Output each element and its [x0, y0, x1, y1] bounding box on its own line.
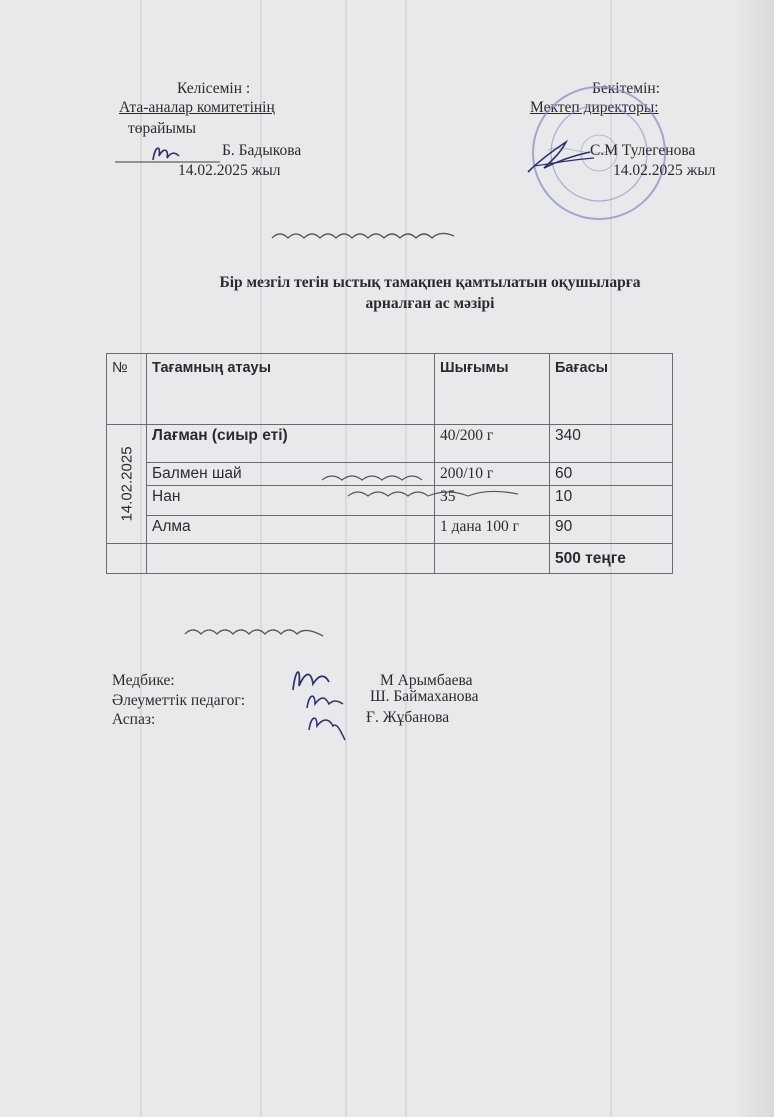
dish-name: Лағман (сиыр еті) — [147, 425, 435, 463]
dish-yield: 35 — [435, 486, 550, 516]
dish-yield: 200/10 г — [435, 463, 550, 486]
menu-title-line1: Бір мезгіл тегін ыстық тамақпен қамтылатын оқушыларға — [219, 274, 641, 291]
director-signer: С.М Тулегенова — [590, 142, 696, 159]
table-total-row — [107, 544, 673, 574]
table-header-row — [107, 354, 673, 425]
committee-signer: Б. Бадыкова — [222, 142, 302, 159]
committee-date: 14.02.2025 жыл — [178, 162, 281, 179]
header-yield: Шығымы — [435, 354, 550, 425]
menu-title — [120, 272, 740, 314]
menu-date: 14.02.2025 — [118, 446, 135, 522]
dish-price: 10 — [550, 486, 673, 516]
scribble-divider — [183, 624, 328, 649]
dish-name: Нан — [147, 486, 435, 516]
dish-name: Балмен шай — [147, 463, 435, 486]
staff-role-cook: Аспаз: — [112, 711, 156, 728]
empty-cell — [435, 544, 550, 574]
table-row — [107, 516, 673, 544]
dish-yield: 40/200 г — [435, 425, 550, 463]
approved-label: Бекітемін: — [592, 80, 660, 97]
staff-signatures — [285, 660, 365, 750]
menu-table — [106, 353, 673, 574]
staff-name-social-pedagogue: Ш. Баймаханова — [370, 688, 479, 705]
director-label: Мектеп директоры: — [530, 99, 659, 116]
header-price: Бағасы — [550, 354, 673, 425]
dish-price: 340 — [550, 425, 673, 463]
header-dish-name: Тағамның атауы — [147, 354, 435, 425]
committee-line1: Ата-аналар комитетінің — [119, 99, 275, 116]
dish-price: 60 — [550, 463, 673, 486]
empty-cell — [147, 544, 435, 574]
committee-line2: төрайымы — [128, 120, 197, 137]
dish-yield: 1 дана 100 г — [435, 516, 550, 544]
staff-role-social-pedagogue: Әлеуметтік педагог: — [112, 692, 246, 709]
dish-name: Алма — [147, 516, 435, 544]
header-number: № — [107, 354, 147, 425]
scribble-divider — [270, 226, 460, 251]
total-price: 500 теңге — [550, 544, 673, 574]
agreed-label: Келісемін : — [177, 80, 251, 97]
director-signature — [520, 130, 600, 185]
empty-cell — [107, 544, 147, 574]
table-row — [107, 425, 673, 463]
menu-title-line2: арналған ас мәзірі — [365, 295, 495, 312]
staff-name-cook: Ғ. Жұбанова — [366, 709, 450, 726]
director-date: 14.02.2025 жыл — [613, 162, 716, 179]
date-cell — [107, 425, 147, 544]
dish-price: 90 — [550, 516, 673, 544]
page-edge-shadow — [734, 0, 774, 1117]
table-scribble — [318, 466, 528, 507]
staff-name-nurse: М Арымбаева — [380, 672, 473, 689]
staff-role-nurse: Медбике: — [112, 672, 175, 689]
